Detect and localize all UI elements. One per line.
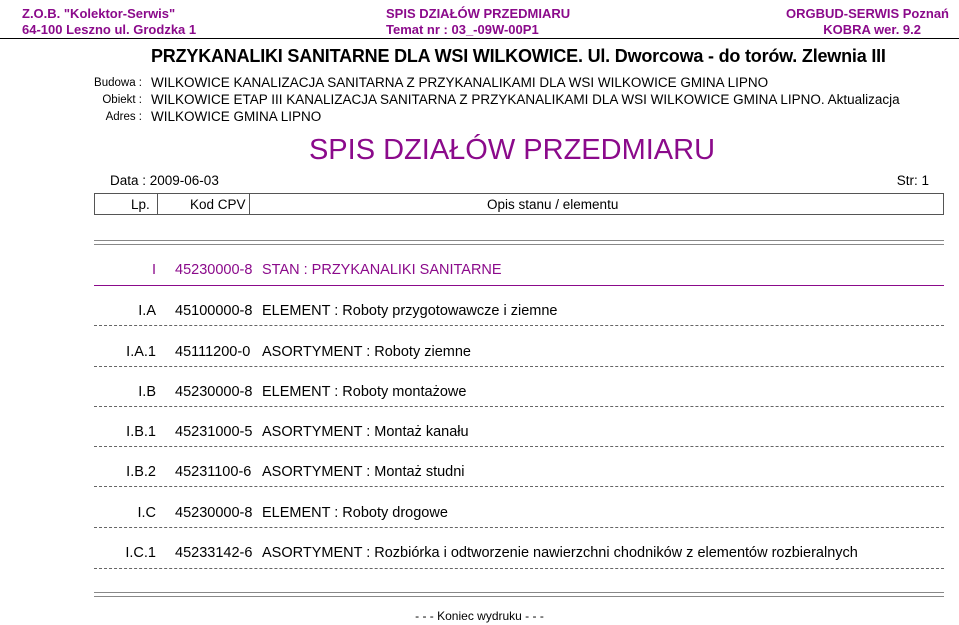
row-kod: 45230000-8 (175, 505, 253, 521)
table-row (0, 384, 959, 424)
subject-number: Temat nr : 03_-09W-00P1 (386, 22, 539, 37)
row-kod: 45100000-8 (175, 303, 253, 319)
table-row (0, 262, 959, 302)
header-doc-title: SPIS DZIAŁÓW PRZEDMIARU (386, 6, 571, 21)
table-row (0, 344, 959, 384)
row-separator (94, 486, 944, 487)
column-divider (249, 194, 250, 214)
row-lp: I.B.1 (126, 424, 156, 440)
table-row (0, 464, 959, 504)
row-opis: STAN : PRZYKANALIKI SANITARNE (262, 262, 502, 278)
table-row (0, 545, 959, 585)
row-separator (94, 406, 944, 407)
column-divider (157, 194, 158, 214)
software-name: ORGBUD-SERWIS Poznań (786, 6, 949, 21)
row-kod: 45231000-5 (175, 424, 253, 440)
row-opis: ELEMENT : Roboty drogowe (262, 505, 448, 521)
page-title: SPIS DZIAŁÓW PRZEDMIARU (308, 134, 716, 166)
row-lp: I.B (138, 384, 156, 400)
row-separator (94, 366, 944, 367)
row-opis: ASORTYMENT : Roboty ziemne (262, 344, 471, 360)
row-kod: 45231100-6 (175, 464, 252, 480)
row-opis: ASORTYMENT : Rozbiórka i odtworzenie nawierzchni chodników z elementów rozbieralnych (262, 545, 858, 561)
company-address: 64-100 Leszno ul. Grodzka 1 (22, 22, 197, 37)
row-separator (94, 325, 944, 326)
obiekt-label: Obiekt : (102, 94, 142, 106)
row-lp: I.A (138, 303, 156, 319)
row-opis: ASORTYMENT : Montaż kanału (262, 424, 469, 440)
row-kod: 45230000-8 (175, 262, 253, 278)
row-opis: ASORTYMENT : Montaż studni (262, 464, 465, 480)
row-kod: 45111200-0 (175, 344, 251, 360)
obiekt-value: WILKOWICE ETAP III KANALIZACJA SANITARNA Z PRZYKANALIKAMI DLA WSI WILKOWICE GMINA LIPNO. Aktualizacja (151, 92, 900, 107)
column-header-opis: Opis stanu / elementu (487, 197, 619, 212)
budowa-value: WILKOWICE KANALIZACJA SANITARNA Z PRZYKANALIKAMI DLA WSI WILKOWICE GMINA LIPNO (151, 75, 769, 90)
row-lp: I.C (137, 505, 156, 521)
table-bottom-rule (94, 592, 944, 597)
adres-label: Adres : (105, 111, 142, 123)
row-kod: 45230000-8 (175, 384, 253, 400)
column-header-kod: Kod CPV (190, 197, 246, 212)
row-opis: ELEMENT : Roboty montażowe (262, 384, 467, 400)
row-separator (94, 568, 944, 569)
header-rule (0, 38, 959, 39)
table-top-rule (94, 240, 944, 245)
adres-value: WILKOWICE GMINA LIPNO (151, 109, 322, 124)
table-row (0, 424, 959, 464)
budowa-label: Budowa : (94, 77, 142, 89)
print-date: Data : 2009-06-03 (110, 173, 219, 188)
row-separator (94, 446, 944, 447)
table-header (94, 193, 944, 215)
end-of-print-note: - - - Koniec wydruku - - - (415, 609, 544, 623)
column-header-lp: Lp. (131, 197, 150, 212)
row-lp: I.B.2 (126, 464, 156, 480)
project-title: PRZYKANALIKI SANITARNE DLA WSI WILKOWICE. Ul. Dworcowa - do torów. Zlewnia III (151, 46, 886, 66)
row-lp: I.A.1 (126, 344, 156, 360)
page-number: Str: 1 (896, 173, 929, 188)
row-lp: I.C.1 (125, 545, 156, 561)
row-lp: I (151, 262, 156, 278)
row-opis: ELEMENT : Roboty przygotowawcze i ziemne (262, 303, 558, 319)
row-kod: 45233142-6 (175, 545, 253, 561)
table-row (0, 303, 959, 343)
company-name: Z.O.B. "Kolektor-Serwis" (22, 6, 176, 21)
table-row (0, 505, 959, 545)
row-separator (94, 285, 944, 286)
row-separator (94, 527, 944, 528)
software-version: KOBRA wer. 9.2 (823, 22, 921, 37)
